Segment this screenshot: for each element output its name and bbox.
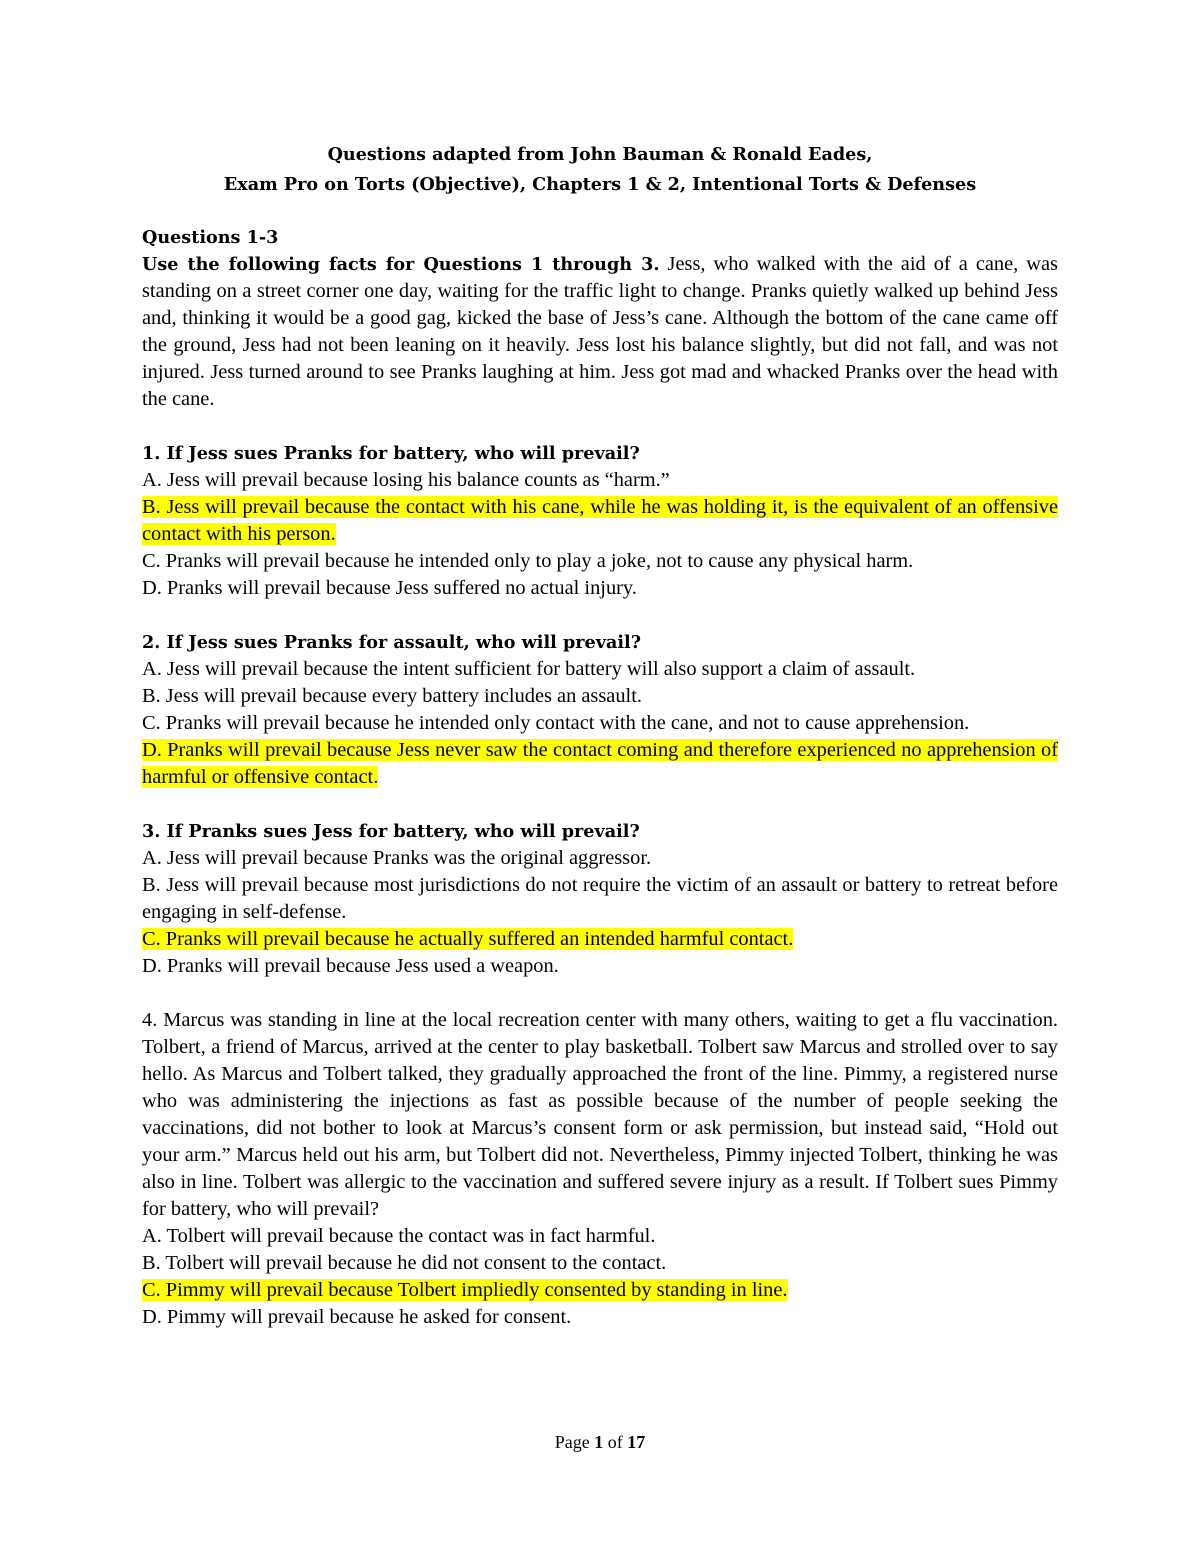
question-1-option-b (142, 494, 1058, 548)
question-4-option-d: D. Pimmy will prevail because he asked for consent. (142, 1306, 572, 1328)
question-2-option-b: B. Jess will prevail because every battery includes an assault. (142, 685, 642, 707)
question-3-option-b: B. Jess will prevail because most jurisdictions do not require the victim of an assault or battery to retreat before engaging in self-defense. (142, 874, 1058, 923)
question-4-stem: 4. Marcus was standing in line at the local recreation center with many others, waiting to get a flu vaccination. Tolbert, a friend of Marcus, arrived at the center to play basketball. Tolbert saw Marcus and strolled over to say hello. As Marcus and Tolbert talked, they gradually approached the front of the line. Pimmy, a registered nurse who was administering the injections as fast as possible because of the number of people seeking the vaccinations, did not bother to look at Marcus’s consent form or ask permission, but instead said, “Hold out your arm.” Marcus held out his arm, but Tolbert did not. Nevertheless, Pimmy injected Tolbert, thinking he was also in line. Tolbert was allergic to the vaccination and suffered severe injury as a result. If Tolbert sues Pimmy for battery, who will prevail? (142, 1009, 1058, 1220)
question-1-option-d: D. Pranks will prevail because Jess suffered no actual injury. (142, 577, 637, 599)
question-2-option-a: A. Jess will prevail because the intent sufficient for battery will also support a claim of assault. (142, 658, 916, 680)
question-3 (142, 818, 1058, 980)
highlighted-answer: B. Jess will prevail because the contact with his cane, while he was holding it, is the equivalent of an offensive contact with his person. (142, 496, 1058, 545)
page-number: 1 (594, 1432, 604, 1452)
highlighted-answer: C. Pimmy will prevail because Tolbert impliedly consented by standing in line. (142, 1279, 788, 1301)
question-3-option-a: A. Jess will prevail because Pranks was the original aggressor. (142, 847, 652, 869)
question-1-option-a: A. Jess will prevail because losing his balance counts as “harm.” (142, 469, 670, 491)
highlighted-answer: C. Pranks will prevail because he actually suffered an intended harmful contact. (142, 928, 794, 950)
question-4 (142, 1007, 1058, 1331)
question-2-stem: 2. If Jess sues Pranks for assault, who will prevail? (142, 632, 642, 653)
question-4-option-b: B. Tolbert will prevail because he did not consent to the contact. (142, 1252, 667, 1274)
question-3-option-d: D. Pranks will prevail because Jess used a weapon. (142, 955, 559, 977)
page-content (142, 140, 1058, 1331)
document-title (142, 140, 1058, 200)
of-word: of (607, 1432, 623, 1452)
question-group-heading: Questions 1-3 (142, 227, 279, 248)
question-3-option-c (142, 926, 1058, 953)
question-1-option-c: C. Pranks will prevail because he intended only to play a joke, not to cause any physical harm. (142, 550, 914, 572)
question-2-option-c: C. Pranks will prevail because he intended only contact with the cane, and not to cause apprehension. (142, 712, 970, 734)
fact-pattern (142, 251, 1058, 413)
page-footer (0, 1432, 1200, 1453)
question-4-option-a: A. Tolbert will prevail because the contact was in fact harmful. (142, 1225, 656, 1247)
title-line-2: Exam Pro on Torts (Objective), Chapters 1 & 2, Intentional Torts & Defenses (223, 174, 977, 195)
question-4-option-c (142, 1277, 1058, 1304)
highlighted-answer: D. Pranks will prevail because Jess never saw the contact coming and therefore experienced no apprehension of harmful or offensive contact. (142, 739, 1058, 788)
question-2 (142, 629, 1058, 791)
page-total: 17 (627, 1432, 646, 1452)
question-3-stem: 3. If Pranks sues Jess for battery, who will prevail? (142, 821, 640, 842)
question-2-option-d (142, 737, 1058, 791)
fact-pattern-text: Jess, who walked with the aid of a cane, was standing on a street corner one day, waiting for the traffic light to change. Pranks quietly walked up behind Jess and, thinking it would be a good gag, kicked the base of Jess’s cane. Although the bottom of the cane came off the ground, Jess had not been leaning on it heavily. Jess lost his balance slightly, but did not fall, and was not injured. Jess turned around to see Pranks laughing at him. Jess got mad and whacked Pranks over the head with the cane. (142, 253, 1058, 410)
question-1-stem: 1. If Jess sues Pranks for battery, who will prevail? (142, 443, 640, 464)
page-word: Page (554, 1432, 590, 1452)
title-line-1: Questions adapted from John Bauman & Ronald Eades, (327, 144, 873, 165)
fact-pattern-lead: Use the following facts for Questions 1 through 3. (142, 254, 660, 275)
question-1 (142, 440, 1058, 602)
